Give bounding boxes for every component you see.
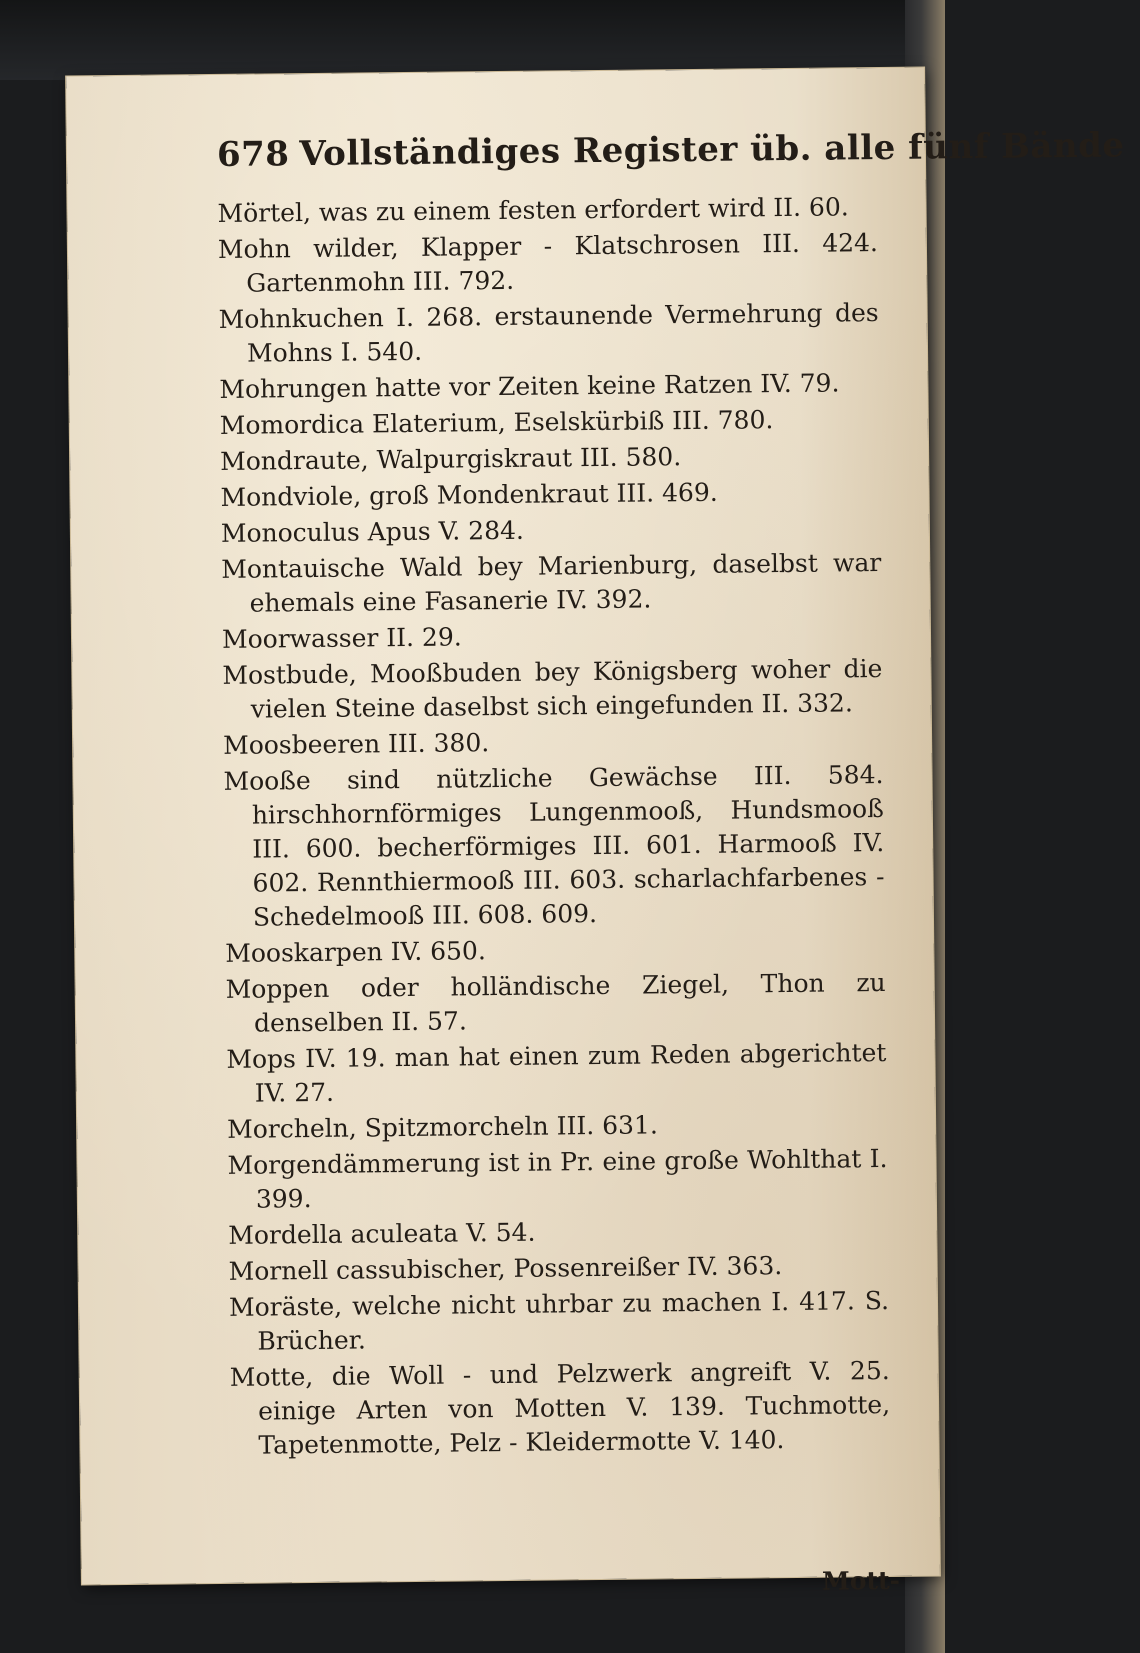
page-content	[216, 125, 1125, 1465]
index-entry: Mops IV. 19. man hat einen zum Reden abgerichtet IV. 27.	[226, 1037, 887, 1108]
index-entry: Momordica Elaterium, Eselskürbiß III. 780.	[219, 405, 774, 440]
index-entry: Mornell cassubischer, Possenreißer IV. 363.	[228, 1251, 783, 1286]
index-entry: Motte, die Woll - und Pelzwerk angreift V. 25. einige Arten von Motten V. 139. Tuchmotte, Tapetenmotte, Pelz - Kleidermotte V. 140.	[229, 1355, 891, 1460]
running-header	[216, 125, 1125, 175]
index-entry: Moppen oder holländische Ziegel, Thon zu denselben II. 57.	[225, 968, 886, 1038]
index-entry: Mondviole, groß Mondenkraut III. 469.	[220, 477, 718, 512]
index-entry: Morcheln, Spitzmorcheln III. 631.	[227, 1110, 658, 1144]
index-entry: Mohnkuchen I. 268. erstaunende Vermehrung des Mohns I. 540.	[218, 298, 879, 368]
index-entry: Moorwasser II. 29.	[221, 622, 462, 654]
index-entry: Moräste, welche nicht uhrbar zu machen I. 417. S. Brücher.	[228, 1285, 890, 1356]
index-entry: Mondraute, Walpurgiskraut III. 580.	[220, 442, 682, 476]
index-entry: Monoculus Apus V. 284.	[220, 515, 525, 548]
index-entry: Mooße sind nützliche Gewächse III. 584. hirschhornförmiges Lungenmooß, Hundsmooß III. 600. becherförmiges III. 601. Harmooß IV. 602. Rennthiermooß III. 603. scharlachfarbenes - Schedelmooß III. 608. 609.	[223, 760, 885, 932]
index-entry: Mooskarpen IV. 650.	[225, 936, 486, 968]
running-title: Vollständiges Register üb. alle fünf Bände	[299, 125, 1125, 175]
page-number: 678	[216, 134, 290, 175]
book-page	[66, 68, 1125, 1596]
index-entry: Mohn wilder, Klapper - Klatschrosen III. 424. Gartenmohn III. 792.	[217, 228, 879, 298]
index-entries	[217, 190, 890, 1463]
index-entry: Morgendämmerung ist in Pr. eine große Wohlthat I. 399.	[227, 1143, 888, 1214]
index-entry: Mostbude, Mooßbuden bey Königsberg woher die vielen Steine daselbst sich eingefunden II. 332.	[222, 654, 883, 724]
index-entry: Montauische Wald bey Marienburg, daselbst war ehemals eine Fasanerie IV. 392.	[221, 548, 882, 618]
index-entry: Mordella aculeata V. 54.	[228, 1217, 536, 1250]
index-entry: Mohrungen hatte vor Zeiten keine Ratzen IV. 79.	[219, 368, 840, 404]
index-entry: Mörtel, was zu einem festen erfordert wird II. 60.	[217, 192, 849, 228]
index-entry: Moosbeeren III. 380.	[222, 728, 490, 760]
catchword: Mott-	[821, 1565, 901, 1596]
